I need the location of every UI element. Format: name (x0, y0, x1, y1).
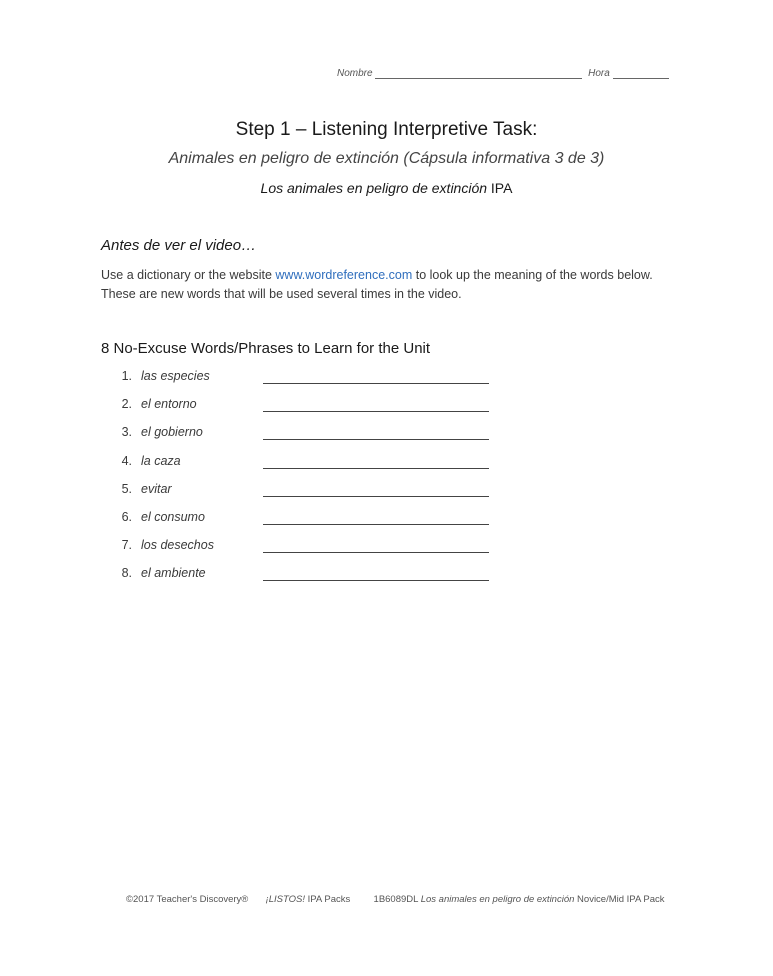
item-word: el ambiente (141, 566, 206, 581)
item-word: la caza (141, 453, 181, 468)
list-item (0, 510, 773, 538)
ipa-subtitle-suffix: IPA (487, 180, 513, 196)
item-number: 7. (121, 538, 132, 553)
page-footer (126, 894, 665, 905)
nombre-blank[interactable] (375, 68, 582, 79)
item-number: 8. (121, 566, 132, 581)
item-word: el gobierno (141, 425, 203, 440)
answer-blank[interactable] (263, 411, 489, 412)
nombre-label: Nombre (337, 68, 373, 79)
item-word: las especies (141, 369, 210, 383)
answer-blank[interactable] (263, 496, 489, 497)
footer-copyright: ©2017 Teacher's Discovery® (126, 894, 249, 905)
answer-blank[interactable] (263, 383, 489, 384)
antes-heading: Antes de ver el video… (101, 237, 257, 254)
wordreference-link[interactable]: www.wordreference.com (275, 268, 413, 282)
list-item (0, 482, 773, 510)
footer-ipa-packs: IPA Packs (305, 894, 351, 905)
item-number: 5. (121, 481, 132, 496)
word-list (0, 369, 773, 595)
item-number: 4. (121, 453, 132, 468)
footer-pack-level: Novice/Mid IPA Pack (574, 894, 665, 905)
footer-pack-title: Los animales en peligro de extinción (420, 894, 575, 905)
name-hour-line (337, 68, 671, 82)
item-number: 3. (121, 425, 132, 440)
list-item (0, 425, 773, 453)
item-word: el entorno (141, 397, 197, 412)
list-item (0, 566, 773, 594)
item-number: 1. (121, 369, 132, 383)
ipa-subtitle-italic: Los animales en peligro de extinción (260, 180, 488, 196)
antes-instructions (101, 266, 661, 304)
item-number: 2. (121, 397, 132, 412)
item-word: los desechos (141, 538, 214, 553)
list-item (0, 369, 773, 397)
words-heading: 8 No-Excuse Words/Phrases to Learn for the Unit (101, 340, 431, 357)
ipa-subtitle (0, 180, 773, 196)
answer-blank[interactable] (263, 552, 489, 553)
list-item (0, 397, 773, 425)
page-title: Step 1 – Listening Interpretive Task: (235, 119, 538, 140)
item-word: el consumo (141, 509, 205, 524)
instructions-text-1: Use a dictionary or the website (101, 268, 276, 282)
answer-blank[interactable] (263, 439, 489, 440)
item-number: 6. (121, 509, 132, 524)
page-subtitle: Animales en peligro de extinción (Cápsula informativa 3 de 3) (168, 150, 605, 167)
answer-blank[interactable] (263, 468, 489, 469)
hora-blank[interactable] (613, 68, 669, 79)
answer-blank[interactable] (263, 524, 489, 525)
item-word: evitar (141, 481, 172, 496)
instructions-text-2: to look up the meaning of the words below. These are new words that will be used several times in the video. (101, 268, 653, 301)
footer-listos: ¡LISTOS! (265, 894, 306, 905)
hora-label: Hora (588, 68, 610, 79)
footer-code: 1B6089DL (373, 894, 421, 905)
list-item (0, 538, 773, 566)
list-item (0, 454, 773, 482)
answer-blank[interactable] (263, 580, 489, 581)
